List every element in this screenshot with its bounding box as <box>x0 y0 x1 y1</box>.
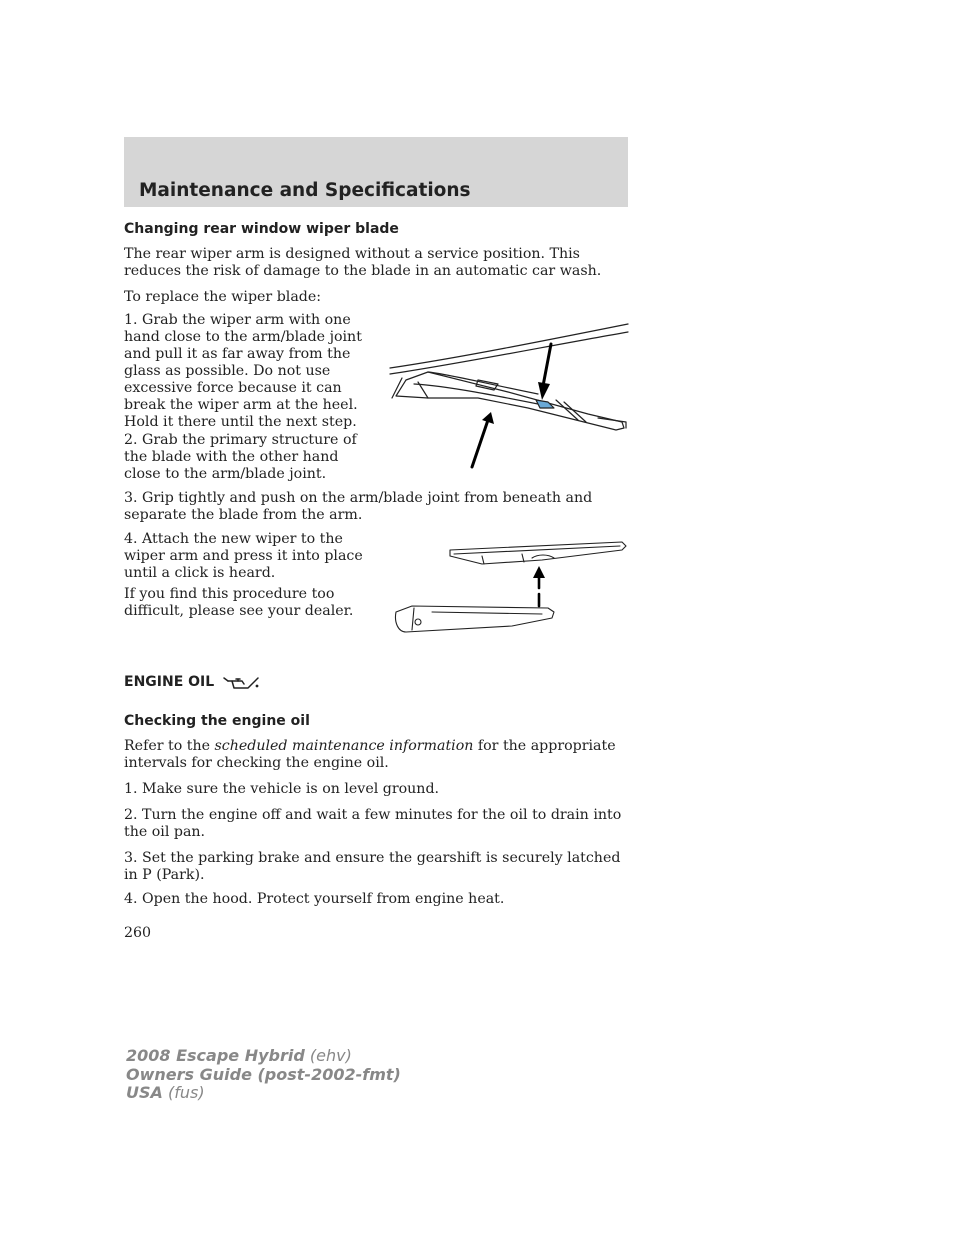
footer-line-2 <box>126 1066 401 1085</box>
page-number: 260 <box>124 925 152 941</box>
section-header-band <box>124 137 628 207</box>
oil-can-icon <box>222 674 260 690</box>
checking-oil-heading: Checking the engine oil <box>124 713 310 729</box>
wiper-heading: Changing rear window wiper blade <box>124 221 399 237</box>
footer-market-code: (fus) <box>162 1083 205 1102</box>
footer-model: 2008 Escape Hybrid <box>126 1046 305 1065</box>
section-title: Maintenance and Specifications <box>139 180 471 201</box>
wiper-step-1: 1. Grab the wiper arm with one hand close to the arm/blade joint and pull it as far away from the glass as possible. Do not use excessive force because it can break the wiper arm at the heel. Hold it there until the next step. <box>124 312 362 430</box>
wiper-dealer-note: If you find this procedure too difficult, please see your dealer. <box>124 586 354 619</box>
footer-line-3 <box>126 1084 401 1103</box>
oil-step-1: 1. Make sure the vehicle is on level ground. <box>124 781 440 797</box>
oil-step-4: 4. Open the hood. Protect yourself from engine heat. <box>124 891 505 907</box>
wiper-lead: To replace the wiper blade: <box>124 289 322 305</box>
wiper-step-2: 2. Grab the primary structure of the blade with the other hand close to the arm/blade joint. <box>124 432 357 482</box>
footer-line-1 <box>126 1047 401 1066</box>
footer-model-code: (ehv) <box>304 1046 352 1065</box>
wiper-removal-illustration <box>388 322 630 470</box>
oil-step-2: 2. Turn the engine off and wait a few minutes for the oil to drain into the oil pan. <box>124 807 622 840</box>
wiper-step-4: 4. Attach the new wiper to the wiper arm and press it into place until a click is heard. <box>124 531 363 581</box>
footer-guide: Owners Guide (post-2002-fmt) <box>126 1064 401 1084</box>
oil-intro <box>124 738 630 772</box>
footer-market: USA <box>126 1083 163 1102</box>
oil-step-3: 3. Set the parking brake and ensure the gearshift is securely latched in P (Park). <box>124 850 621 883</box>
maintenance-reference: scheduled maintenance information <box>214 738 474 754</box>
wiper-step-3: 3. Grip tightly and push on the arm/blade joint from beneath and separate the blade from the arm. <box>124 490 593 523</box>
oil-intro-text-1: Refer to the <box>124 738 215 754</box>
engine-oil-heading <box>124 674 260 690</box>
oil-intro-text-2: for the appropriate intervals for checking the engine oil. <box>124 738 616 771</box>
engine-oil-heading-label: ENGINE OIL <box>124 674 215 690</box>
document-footer <box>126 1047 401 1103</box>
wiper-attach-illustration <box>392 536 630 636</box>
wiper-intro: The rear wiper arm is designed without a service position. This reduces the risk of damage to the blade in an automatic car wash. <box>124 246 602 279</box>
